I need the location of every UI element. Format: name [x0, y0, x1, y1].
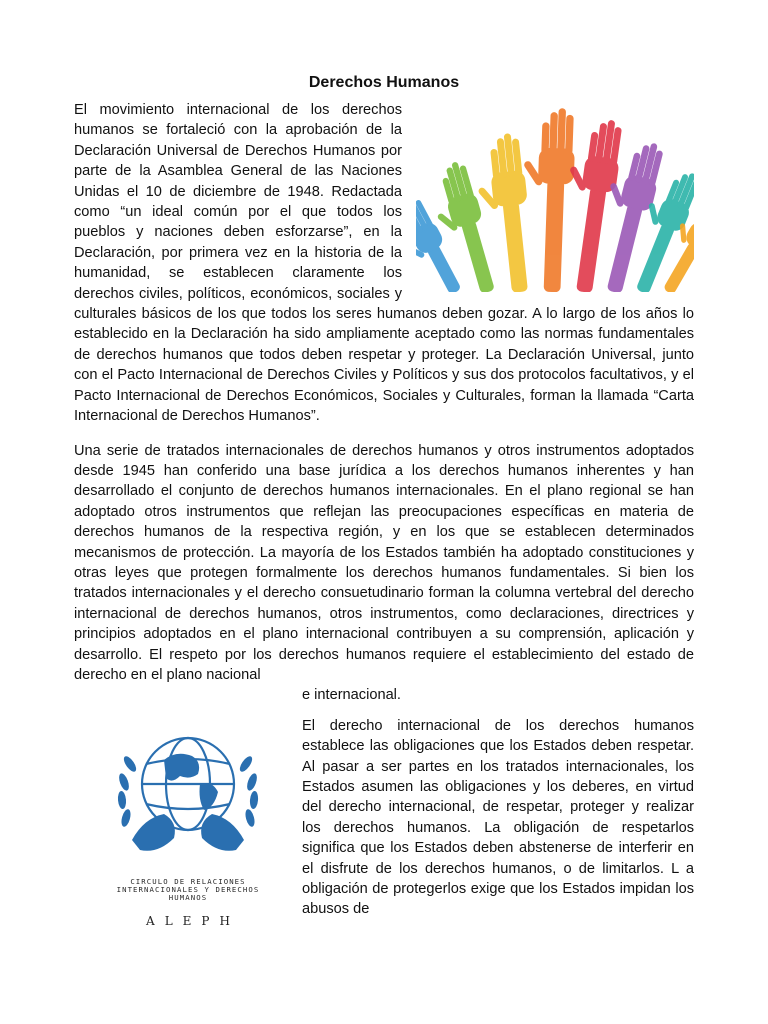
bottom-section: [74, 712, 694, 932]
paragraph-1-block: [74, 100, 694, 427]
raised-hands-illustration: [416, 100, 694, 292]
paragraph-2-body: Una serie de tratados internacionales de derechos humanos y otros instrumentos adoptados desde 1945 han conferido una base jurídica a los derechos humanos inherentes y han desarrollado el conjunto de derechos humanos internacionales. En el plano regional se han adoptado otros instrumentos que reflejan las preocupaciones específicas en materia de derechos humanos de la respectiva región, y en los que se establecen determinados mecanismos de protección. La mayoría de los Estados también ha adoptado constituciones y otras leyes que protegen formalmente los derechos humanos fundamentales. Si bien los tratados internacionales y el derecho consuetudinario forman la columna vertebral del derecho internacional de derechos humanos, otros instrumentos, como declaraciones, directrices y principios adoptados en el plano internacional contribuyen a su comprensión, aplicación y desarrollo. El respeto por los derechos humanos requiere el establecimiento del estado de derecho en el plano nacional: [74, 442, 694, 683]
document-page: [74, 72, 694, 932]
logo-caption-line-1: CIRCULO DE RELACIONES: [130, 876, 246, 886]
logo-caption-line-3: HUMANOS: [168, 893, 208, 903]
aleph-logo: [74, 712, 302, 932]
paragraph-2-tail: e internacional.: [302, 687, 401, 704]
paragraph-2: [74, 441, 694, 706]
globe-hands-emblem-icon: [114, 722, 262, 874]
paragraph-1: El movimiento internacional de los derechos humanos se fortaleció con la aprobación de la Declaración Universal de Derechos Humanos por parte de la Asamblea General de las Naciones Unidas el 10 de diciembre de 1948. Redactada como “un ideal común por el que todos los pueblos y naciones deben esforzarse”, en la Declaración, por primera vez en la historia de la humanidad, se establecen claramente los derechos civiles, políticos, económicos, sociales y culturales básicos de los que todos los seres humanos deben gozar. A lo largo de los años lo establecido en la Declaración ha sido ampliamente aceptado como las normas fundamentales de derechos humanos que todos deben respetar y proteger. La Declaración Universal, junto con el Pacto Internacional de Derechos Civiles y Políticos y sus dos protocolos facultativos, y el Pacto Internacional de Derechos Económicos, Sociales y Culturales, forman la llamada “Carta Internacional de Derechos Humanos”.: [74, 102, 694, 425]
logo-brand: ALEPH: [146, 914, 240, 929]
logo-caption-line-2: INTERNACIONALES Y DERECHOS: [116, 884, 260, 894]
document-title: Derechos Humanos: [308, 74, 460, 91]
paragraph-3: El derecho internacional de los derechos humanos establece las obligaciones que los Estados deben respetar. Al pasar a ser partes en los tratados internacionales, los Estados asumen las obligaciones y los deberes, en virtud del derecho internacional, de respetar, proteger y realizar los derechos humanos. La obligación de respetarlos significa que los Estados deben abstenerse de interferir en el disfrute de los derechos humanos, o de limitarlos. L a obligación de protegerlos exige que los Estados impidan los abusos de: [302, 717, 694, 918]
raised-hand-4: [518, 107, 576, 292]
logo-caption: [117, 878, 260, 903]
